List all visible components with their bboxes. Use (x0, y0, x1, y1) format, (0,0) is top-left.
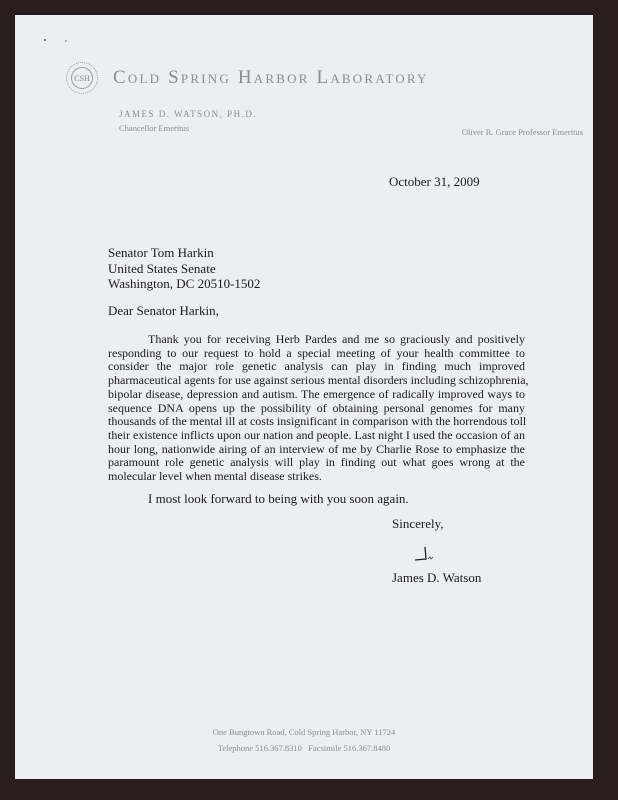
letter-date: October 31, 2009 (389, 174, 480, 189)
paragraph-line: consider the major role genetic analysis can play in finding much improved (108, 359, 525, 374)
signer-name: James D. Watson (392, 570, 482, 585)
paragraph-line: their existence inflicts upon our nation and people. Last night I used the occasion of an (108, 427, 525, 442)
paragraph-line: pharmaceutical agents for use against serious mental disorders including schizophrenia, (108, 373, 529, 388)
paragraph-line: thousands of the mental ill at costs insignificant in comparison with the horrendous toll (108, 414, 527, 429)
paper-speck (44, 39, 46, 41)
paragraph-line: molecular level when mental disease strikes. (108, 469, 322, 484)
recipient-line: Washington, DC 20510-1502 (108, 276, 261, 292)
recipient-line: Senator Tom Harkin (108, 245, 214, 260)
paragraph-line: sequence DNA opens up the possibility of obtaining personal genomes for many (108, 400, 525, 415)
recipient-line: United States Senate (108, 260, 216, 276)
closing-paragraph: I most look forward to being with you soon again. (148, 491, 409, 506)
paragraph-line: hour long, nationwide airing of an interview of me by Charlie Rose to emphasize the (108, 441, 525, 456)
paragraph-line: paramount role genetic analysis will play in finding out what goes wrong at the (108, 455, 525, 470)
paragraph-line: Thank you for receiving Herb Pardes and me so graciously and positively (148, 332, 525, 346)
closing: Sincerely, (392, 516, 444, 531)
paragraph-line: bipolar disease, depression and autism. The emergence of radically improved ways to (108, 386, 525, 401)
salutation: Dear Senator Harkin, (108, 303, 219, 318)
signature (413, 545, 443, 570)
institution-name: Cold Spring Harbor Laboratory (113, 67, 429, 88)
csh-seal-logo: CSH (66, 62, 98, 94)
letter-page (15, 15, 593, 779)
body-paragraph (108, 332, 529, 484)
footer-address: One Bungtown Road, Cold Spring Harbor, NY 11724 (212, 727, 396, 737)
paragraph-line: responding to our request to hold a special meeting of your health committee to (108, 345, 525, 360)
letterhead-title-right: Oliver R. Grace Professor Emeritus (461, 127, 583, 137)
letterhead-name: JAMES D. WATSON, PH.D. (119, 109, 258, 119)
recipient-address (108, 245, 260, 292)
paper-speck (65, 40, 67, 42)
footer-phones: Telephone 516.367.8310 Facsimile 516.367.8480 (217, 743, 391, 753)
letterhead-title-left: Chancellor Emeritus (119, 123, 190, 133)
